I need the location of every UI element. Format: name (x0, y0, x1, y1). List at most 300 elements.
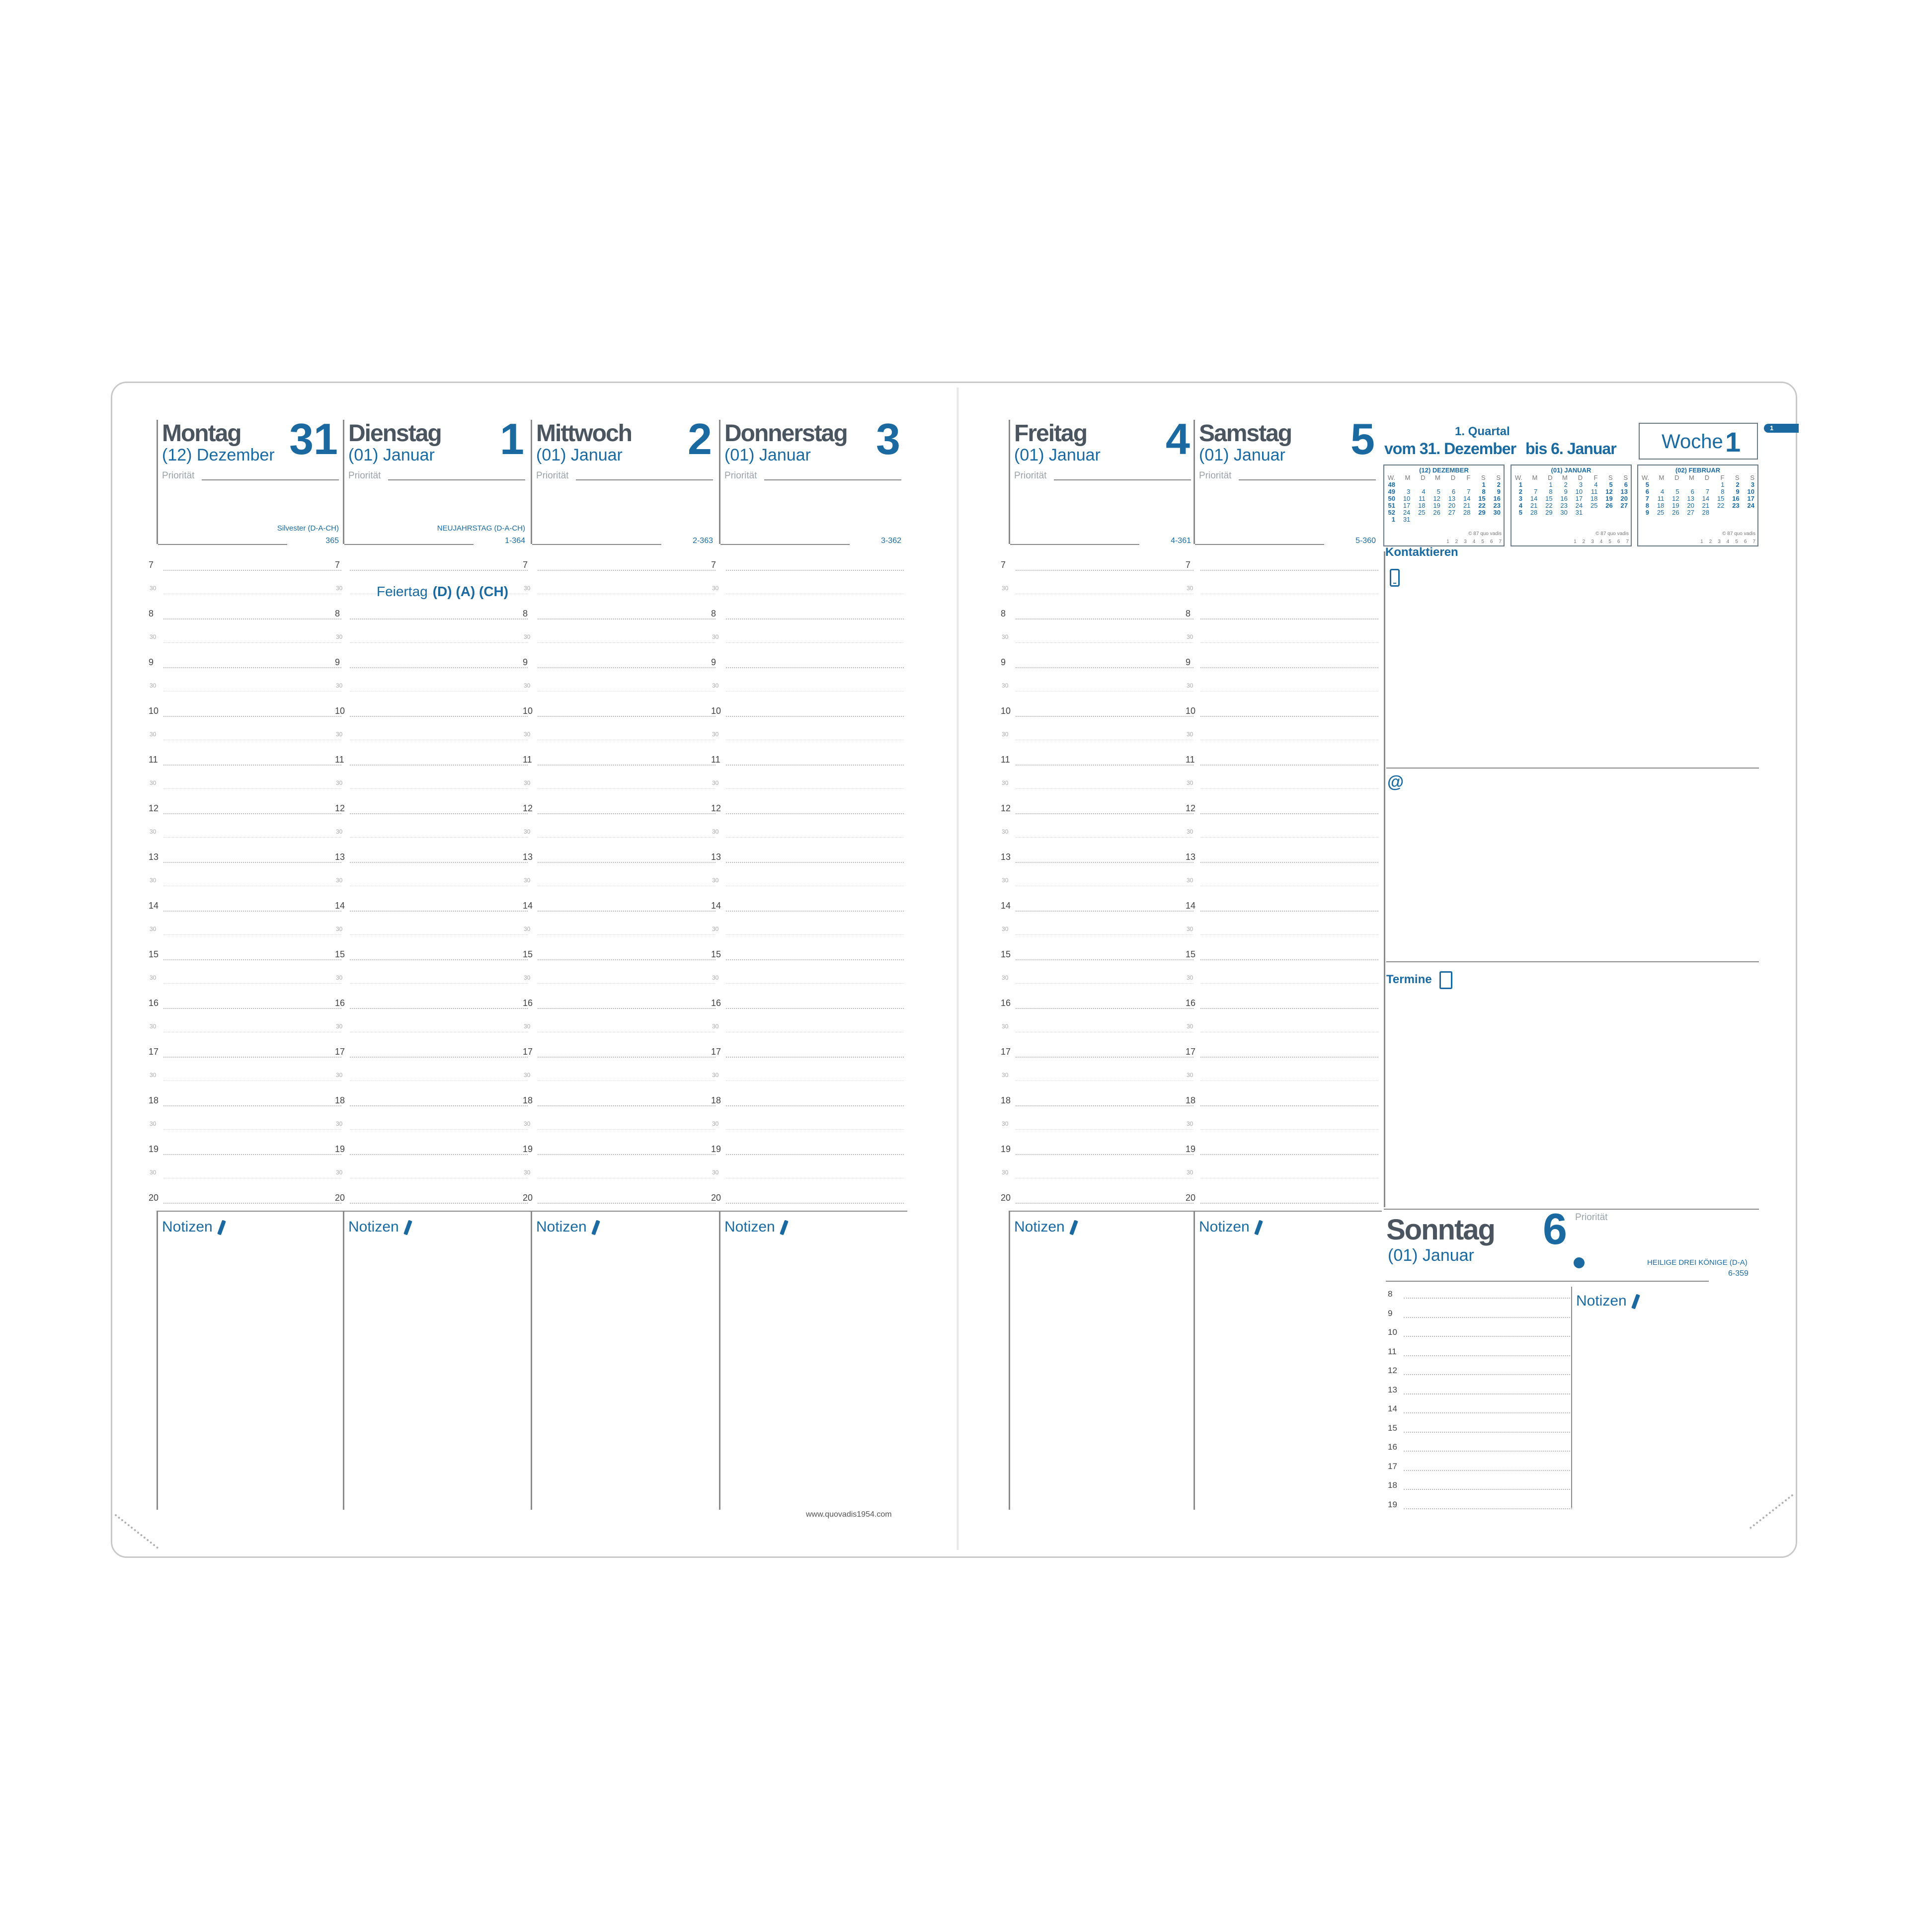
notes-section[interactable] (719, 1211, 907, 1510)
half-hour-line (163, 691, 341, 692)
half-hour-line (1200, 934, 1378, 935)
hour-slot[interactable] (711, 706, 906, 755)
half-hour-line (350, 1129, 528, 1130)
hour-label: 15 (335, 949, 345, 959)
hour-slot[interactable] (1001, 1095, 1195, 1144)
hour-slot[interactable] (335, 1095, 530, 1144)
hour-slot[interactable] (523, 998, 717, 1047)
date-cell (1741, 509, 1755, 516)
day-header (157, 414, 342, 545)
hour-label: 8 (335, 609, 340, 618)
hour-label: 13 (1388, 1385, 1397, 1394)
hour-label: 20 (711, 1193, 721, 1203)
half-hour-mark: 30 (712, 1023, 719, 1030)
date-cell: 13 (1620, 488, 1628, 495)
date-cell: 8 (1549, 488, 1553, 495)
date-cell (1725, 509, 1740, 516)
pen-icon (217, 1220, 226, 1236)
hour-label: 7 (711, 560, 716, 570)
date-cell: 31 (1575, 509, 1583, 516)
hour-line (538, 1154, 716, 1155)
hour-slot[interactable] (1186, 609, 1380, 657)
hour-slot[interactable] (335, 803, 530, 852)
date-cell (1650, 481, 1665, 488)
hour-slot[interactable] (1001, 755, 1195, 803)
weekday-circle: 2 (1455, 539, 1458, 544)
hour-slot[interactable] (1001, 706, 1195, 755)
hour-label: 16 (1001, 998, 1011, 1008)
hour-slot[interactable] (1386, 1366, 1572, 1385)
hour-label: 14 (523, 901, 533, 911)
hour-slot[interactable] (523, 755, 717, 803)
hour-label: 11 (523, 755, 532, 765)
hour-line (350, 1154, 528, 1155)
mini-calendar (1383, 464, 1505, 546)
notes-section[interactable] (1009, 1211, 1197, 1510)
hour-label: 9 (523, 657, 528, 667)
hour-slot[interactable] (1386, 1309, 1572, 1328)
hour-slot[interactable] (335, 755, 530, 803)
hour-slot[interactable] (1386, 1480, 1572, 1500)
hour-slot[interactable] (149, 803, 343, 852)
hour-line (1200, 618, 1378, 619)
date-cell: 7 (1467, 488, 1471, 495)
date-cell: 13 (1448, 495, 1456, 502)
hour-slot[interactable] (149, 657, 343, 706)
hour-slot[interactable] (335, 998, 530, 1047)
hour-label: 20 (523, 1193, 533, 1203)
hour-slot[interactable] (1186, 852, 1380, 901)
half-hour-mark: 30 (524, 731, 531, 738)
hour-line (163, 911, 341, 912)
half-hour-line (350, 642, 528, 643)
day-number: 5 (1351, 414, 1375, 464)
date-cell: 19 (1672, 502, 1679, 509)
hour-slot[interactable] (1001, 852, 1195, 901)
hour-slot[interactable] (1386, 1385, 1572, 1404)
notes-section[interactable] (1193, 1211, 1382, 1510)
hour-label: 12 (149, 803, 159, 813)
sunday-hours (1386, 1289, 1572, 1519)
hour-slot[interactable] (1186, 901, 1380, 949)
hour-slot[interactable] (711, 609, 906, 657)
hour-label: 19 (1001, 1144, 1011, 1154)
hour-line (350, 1057, 528, 1058)
hour-slot[interactable] (1386, 1404, 1572, 1423)
week-number: 1 (1725, 426, 1741, 458)
sunday-priority-label: Priorität (1575, 1212, 1608, 1223)
weekday-header: W. (1514, 474, 1522, 481)
date-cell: 26 (1605, 502, 1613, 509)
hour-slot[interactable] (335, 852, 530, 901)
hour-slot[interactable] (1386, 1500, 1572, 1519)
week-number-cell: 3 (1518, 495, 1522, 502)
hour-line (538, 667, 716, 668)
hour-slot[interactable] (711, 949, 906, 998)
hour-line (350, 570, 528, 571)
hour-slot[interactable] (523, 560, 717, 609)
hour-slot[interactable] (523, 706, 717, 755)
hour-slot[interactable] (149, 1193, 343, 1208)
priority-line[interactable] (388, 479, 525, 480)
mini-calendar-brand: © 87 quo vadis (1468, 531, 1502, 537)
hour-line (538, 765, 716, 766)
pen-icon (1254, 1220, 1263, 1236)
hour-slot[interactable] (711, 755, 906, 803)
weekday-circles (1638, 539, 1755, 544)
half-hour-line (1200, 642, 1378, 643)
hour-label: 20 (335, 1193, 345, 1203)
pen-icon (403, 1220, 412, 1236)
hour-slot[interactable] (1186, 706, 1380, 755)
half-hour-mark: 30 (1187, 1023, 1193, 1030)
weekday-header: S (1623, 474, 1628, 481)
week-number-cell: 9 (1645, 509, 1649, 516)
hour-line (538, 862, 716, 863)
hour-slot[interactable] (1186, 657, 1380, 706)
half-hour-mark: 30 (1002, 585, 1009, 592)
half-hour-mark: 30 (1187, 974, 1193, 981)
hour-label: 11 (1388, 1346, 1397, 1356)
hour-slot[interactable] (1001, 609, 1195, 657)
header-rule (344, 544, 474, 545)
hour-slot[interactable] (149, 706, 343, 755)
weekday-header: M (1405, 474, 1411, 481)
hour-line (726, 1057, 904, 1058)
half-hour-mark: 30 (524, 779, 531, 786)
hour-label: 9 (1388, 1308, 1393, 1318)
hour-label: 14 (711, 901, 721, 911)
hour-slot[interactable] (523, 803, 717, 852)
header-rule (158, 544, 287, 545)
date-cell: 10 (1747, 488, 1754, 495)
hour-slot[interactable] (149, 998, 343, 1047)
hour-label: 10 (149, 706, 159, 716)
week-number-cell: 49 (1388, 488, 1395, 495)
date-cell: 17 (1403, 502, 1411, 509)
hour-line (1016, 1057, 1193, 1058)
hour-slot[interactable] (711, 1095, 906, 1144)
priority-label: Priorität (348, 470, 381, 481)
date-cell (1695, 481, 1710, 488)
priority-line[interactable] (576, 479, 713, 480)
hour-slot[interactable] (1001, 998, 1195, 1047)
weekday-circle: 5 (1608, 539, 1611, 544)
hour-slot[interactable] (1186, 803, 1380, 852)
hour-slot[interactable] (523, 1144, 717, 1193)
half-hour-mark: 30 (712, 731, 719, 738)
half-hour-mark: 30 (150, 926, 157, 932)
mini-calendar-brand: © 87 quo vadis (1722, 531, 1755, 537)
hour-line (1016, 618, 1193, 619)
half-hour-mark: 30 (712, 779, 719, 786)
hour-line (350, 862, 528, 863)
hour-grid (1186, 560, 1380, 1208)
date-cell: 30 (1493, 509, 1501, 516)
date-cell: 26 (1433, 509, 1440, 516)
hour-label: 10 (335, 706, 345, 716)
hour-slot[interactable] (523, 1047, 717, 1095)
date-cell: 16 (1560, 495, 1568, 502)
hour-line (1404, 1508, 1572, 1509)
priority-line[interactable] (764, 479, 901, 480)
hour-line (1016, 667, 1193, 668)
hour-slot[interactable] (335, 657, 530, 706)
week-number-cell: 6 (1645, 488, 1649, 495)
date-cell: 10 (1403, 495, 1411, 502)
half-hour-line (726, 642, 904, 643)
hour-slot[interactable] (1001, 803, 1195, 852)
notes-section[interactable] (531, 1211, 719, 1510)
hour-slot[interactable] (1186, 755, 1380, 803)
hour-slot[interactable] (1186, 1144, 1380, 1193)
weekday-circle: 1 (1700, 539, 1703, 544)
priority-line[interactable] (1239, 479, 1376, 480)
hour-line (1016, 1203, 1193, 1204)
half-hour-line (1200, 691, 1378, 692)
date-cell: 12 (1672, 495, 1679, 502)
hour-slot[interactable] (149, 1144, 343, 1193)
half-hour-line (726, 691, 904, 692)
hour-label: 14 (1186, 901, 1196, 911)
week-number-cell: 8 (1645, 502, 1649, 509)
weekday-header: D (1704, 474, 1710, 481)
half-hour-line (538, 934, 716, 935)
week-tab[interactable]: 1 (1764, 424, 1799, 433)
hour-slot[interactable] (1186, 1095, 1380, 1144)
week-number-cell: 5 (1518, 509, 1522, 516)
half-hour-mark: 30 (712, 1120, 719, 1127)
hour-line (538, 1203, 716, 1204)
date-cell: 31 (1403, 516, 1411, 523)
hour-slot[interactable] (149, 1095, 343, 1144)
hour-slot[interactable] (1186, 1193, 1380, 1208)
priority-line[interactable] (202, 479, 339, 480)
date-cell: 21 (1530, 502, 1538, 509)
hour-label: 18 (149, 1095, 159, 1105)
half-hour-line (538, 642, 716, 643)
hour-slot[interactable] (711, 803, 906, 852)
hour-slot[interactable] (335, 949, 530, 998)
hour-slot[interactable] (523, 901, 717, 949)
day-column (1001, 414, 1196, 1510)
hour-slot[interactable] (1386, 1442, 1572, 1462)
notes-section[interactable] (343, 1211, 531, 1510)
hour-slot[interactable] (149, 901, 343, 949)
hour-line (350, 765, 528, 766)
hour-slot[interactable] (1386, 1347, 1572, 1366)
hour-slot[interactable] (149, 560, 343, 609)
day-count: 2-363 (693, 537, 713, 545)
date-cell: 23 (1560, 502, 1568, 509)
quarter-title: 1. Quartal (1455, 425, 1510, 438)
hour-line (1016, 959, 1193, 960)
hour-slot[interactable] (149, 852, 343, 901)
hour-slot[interactable] (1001, 657, 1195, 706)
hour-slot[interactable] (523, 609, 717, 657)
hour-slot[interactable] (1386, 1423, 1572, 1443)
date-cell: 3 (1407, 488, 1411, 495)
week-number-cell: 4 (1518, 502, 1522, 509)
notes-section[interactable] (157, 1211, 345, 1510)
weekday-header: D (1548, 474, 1553, 481)
notes-label (536, 1219, 598, 1236)
notes-label (1014, 1219, 1076, 1236)
half-hour-line (1016, 1129, 1193, 1130)
hour-line (726, 570, 904, 571)
hour-slot[interactable] (335, 1144, 530, 1193)
weekday-header: S (1496, 474, 1501, 481)
half-hour-mark: 30 (1002, 877, 1009, 884)
hour-line (1016, 1008, 1193, 1009)
hour-slot[interactable] (523, 1095, 717, 1144)
hour-line (726, 618, 904, 619)
weekday-header: S (1481, 474, 1486, 481)
hour-slot[interactable] (335, 901, 530, 949)
hour-slot[interactable] (711, 560, 906, 609)
date-cell: 3 (1750, 481, 1754, 488)
hour-slot[interactable] (149, 949, 343, 998)
hour-slot[interactable] (1386, 1462, 1572, 1481)
mini-calendar-brand: © 87 quo vadis (1595, 531, 1629, 537)
half-hour-mark: 30 (336, 974, 343, 981)
hour-label: 9 (711, 657, 716, 667)
date-cell: 21 (1463, 502, 1471, 509)
weekday-header: M (1435, 474, 1440, 481)
weekday-circle: 5 (1735, 539, 1738, 544)
date-cell: 10 (1575, 488, 1583, 495)
date-cell: 15 (1478, 495, 1486, 502)
half-hour-line (538, 691, 716, 692)
date-cell: 21 (1702, 502, 1710, 509)
day-count: 4-361 (1171, 537, 1191, 545)
hour-line (1016, 765, 1193, 766)
hour-slot[interactable] (711, 1144, 906, 1193)
hour-slot[interactable] (1186, 949, 1380, 998)
hour-slot[interactable] (335, 1047, 530, 1095)
hour-slot[interactable] (1386, 1289, 1572, 1309)
hour-grid (523, 560, 717, 1208)
weekday-circle: 6 (1490, 539, 1493, 544)
day-number: 3 (876, 414, 900, 464)
priority-line[interactable] (1054, 479, 1191, 480)
hour-slot[interactable] (1001, 1047, 1195, 1095)
hour-slot[interactable] (149, 609, 343, 657)
hour-slot[interactable] (149, 755, 343, 803)
hour-slot[interactable] (711, 1193, 906, 1208)
date-cell: 29 (1478, 509, 1486, 516)
hour-line (1200, 570, 1378, 571)
date-cell (1427, 516, 1441, 523)
hour-label: 19 (1186, 1144, 1196, 1154)
hour-slot[interactable] (523, 852, 717, 901)
hour-label: 14 (1001, 901, 1011, 911)
date-cell (1441, 516, 1456, 523)
hour-line (726, 1203, 904, 1204)
sunday-name: Sonntag (1386, 1214, 1495, 1246)
hour-slot[interactable] (335, 1193, 530, 1208)
hour-slot[interactable] (711, 1047, 906, 1095)
weekday-header: M (1689, 474, 1694, 481)
half-hour-mark: 30 (336, 926, 343, 932)
mini-calendar-title: (01) JANUAR (1551, 466, 1591, 474)
hour-label: 9 (1001, 657, 1006, 667)
date-cell: 13 (1687, 495, 1694, 502)
hour-slot[interactable] (523, 949, 717, 998)
divider (1386, 961, 1759, 962)
hour-label: 7 (335, 560, 340, 570)
weekday-circle: 6 (1744, 539, 1747, 544)
hour-label: 17 (1001, 1047, 1011, 1057)
day-count: 365 (325, 537, 339, 545)
hour-slot[interactable] (1186, 1047, 1380, 1095)
week-number-cell: 52 (1388, 509, 1395, 516)
weekday-circle: 3 (1591, 539, 1594, 544)
hour-slot[interactable] (1001, 560, 1195, 609)
half-hour-line (726, 837, 904, 838)
hour-slot[interactable] (711, 657, 906, 706)
priority-label: Priorität (724, 470, 757, 481)
date-cell (1441, 481, 1456, 488)
hour-line (1200, 1154, 1378, 1155)
hour-label: 13 (335, 852, 345, 862)
hour-line (538, 1105, 716, 1106)
date-cell: 15 (1545, 495, 1553, 502)
half-hour-mark: 30 (336, 1169, 343, 1176)
week-number-cell: 48 (1388, 481, 1395, 488)
date-cell: 25 (1657, 509, 1665, 516)
hour-line (538, 618, 716, 619)
hour-line (1200, 1105, 1378, 1106)
hour-slot[interactable] (711, 998, 906, 1047)
half-hour-line (1016, 788, 1193, 789)
half-hour-mark: 30 (1187, 926, 1193, 932)
hour-label: 11 (149, 755, 158, 765)
hour-label: 13 (1001, 852, 1011, 862)
date-cell: 4 (1661, 488, 1665, 495)
half-hour-mark: 30 (524, 1169, 531, 1176)
hour-slot[interactable] (523, 1193, 717, 1208)
half-hour-line (350, 983, 528, 984)
half-hour-mark: 30 (336, 1072, 343, 1079)
hour-slot[interactable] (1001, 1193, 1195, 1208)
date-cell: 28 (1463, 509, 1471, 516)
hour-slot[interactable] (523, 657, 717, 706)
date-cell: 22 (1717, 502, 1725, 509)
hour-slot[interactable] (1001, 901, 1195, 949)
hour-slot[interactable] (335, 706, 530, 755)
pen-icon (591, 1220, 600, 1236)
priority-label: Priorität (1014, 470, 1047, 481)
half-hour-mark: 30 (150, 828, 157, 835)
hour-line (538, 570, 716, 571)
hour-slot[interactable] (711, 852, 906, 901)
hour-label: 17 (1388, 1461, 1397, 1471)
hour-slot[interactable] (1186, 998, 1380, 1047)
hour-label: 9 (1186, 657, 1191, 667)
weekday-header: S (1608, 474, 1613, 481)
hour-slot[interactable] (1001, 949, 1195, 998)
hour-slot[interactable] (149, 1047, 343, 1095)
hour-slot[interactable] (1386, 1327, 1572, 1347)
hour-slot[interactable] (1001, 1144, 1195, 1193)
hour-slot[interactable] (711, 901, 906, 949)
hour-slot[interactable] (335, 609, 530, 657)
hour-line (538, 911, 716, 912)
hour-slot[interactable] (1186, 560, 1380, 609)
date-cell: 22 (1545, 502, 1553, 509)
half-hour-mark: 30 (1187, 1169, 1193, 1176)
